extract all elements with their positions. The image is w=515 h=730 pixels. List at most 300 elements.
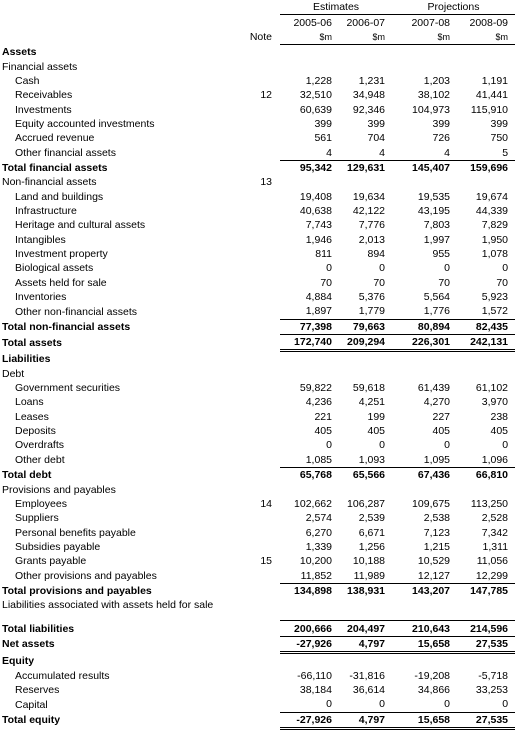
row-value: 70 <box>373 276 386 289</box>
row-note <box>228 117 280 131</box>
row-value: 32,510 <box>299 89 332 102</box>
table-row <box>0 102 515 116</box>
row-value: 750 <box>490 132 509 145</box>
row-label: Heritage and cultural assets <box>15 219 146 232</box>
row-value: 0 <box>502 698 509 711</box>
row-value: 4,251 <box>358 396 386 409</box>
table-row <box>0 525 515 539</box>
row-value: 242,131 <box>457 334 515 350</box>
row-note: 12 <box>260 89 272 102</box>
row-value: 38,102 <box>417 89 451 102</box>
table-row <box>0 424 515 438</box>
note-header: Note <box>249 31 272 44</box>
row-value: 1,231 <box>358 74 386 87</box>
row-value: 0 <box>379 262 386 275</box>
row-value: -66,110 <box>297 669 332 682</box>
row-label: Total financial assets <box>2 161 108 174</box>
table-row <box>0 554 515 568</box>
row-value: 11,852 <box>300 569 332 582</box>
row-value: 4,884 <box>305 291 332 304</box>
row-value <box>339 653 392 669</box>
row-value <box>339 45 392 60</box>
row-value: 80,894 <box>392 319 457 334</box>
row-value: 1,078 <box>481 248 509 261</box>
group-estimates: Estimates <box>280 0 392 15</box>
row-value: 811 <box>315 248 332 261</box>
row-label: Loans <box>15 396 44 409</box>
row-note <box>228 319 280 334</box>
table-row <box>0 117 515 131</box>
row-label: Total equity <box>2 714 61 727</box>
row-value: 115,910 <box>470 103 509 116</box>
row-value <box>339 175 392 189</box>
row-note <box>228 683 280 697</box>
row-value: 704 <box>367 132 386 145</box>
row-label: Equity <box>2 654 35 667</box>
row-value: 226,301 <box>392 334 457 350</box>
row-note <box>228 712 280 728</box>
row-value <box>457 351 515 367</box>
row-label: Investment property <box>15 248 108 261</box>
row-value: 0 <box>444 439 451 452</box>
row-value: 38,184 <box>299 683 332 696</box>
row-value: 70 <box>438 276 451 289</box>
row-label: Liabilities associated with assets held for sale <box>2 599 214 612</box>
row-value: 82,435 <box>457 319 515 334</box>
table-row <box>0 319 515 334</box>
row-note <box>228 204 280 218</box>
row-value <box>457 367 515 381</box>
group-projections: Projections <box>392 0 515 15</box>
row-value <box>392 175 457 189</box>
row-label: Financial assets <box>2 60 78 73</box>
row-value: 209,294 <box>339 334 392 350</box>
row-value <box>392 653 457 669</box>
row-value: 399 <box>367 117 386 130</box>
row-value <box>392 482 457 496</box>
row-value: 106,287 <box>347 497 386 510</box>
row-label: Other financial assets <box>15 146 116 159</box>
table-row <box>0 247 515 261</box>
row-value: 5,923 <box>481 291 509 304</box>
table-row <box>0 334 515 350</box>
row-label: Other debt <box>15 454 65 467</box>
row-value: 1,950 <box>481 233 509 246</box>
row-value <box>392 351 457 367</box>
row-value: 40,638 <box>299 204 332 217</box>
table-row <box>0 511 515 525</box>
table-row <box>0 145 515 160</box>
row-note <box>228 621 280 636</box>
row-value: 4 <box>444 146 451 159</box>
table-row <box>0 276 515 290</box>
row-label: Total assets <box>2 336 62 349</box>
row-value: -27,926 <box>280 636 339 652</box>
row-value: 199 <box>367 410 386 423</box>
row-note <box>228 334 280 350</box>
row-value: 7,803 <box>423 219 451 232</box>
row-value: 11,989 <box>353 569 386 582</box>
row-value: 27,535 <box>457 712 515 728</box>
row-note <box>228 102 280 116</box>
row-value: 6,671 <box>358 526 386 539</box>
row-value: 561 <box>314 132 332 145</box>
row-note <box>228 233 280 247</box>
row-label: Biological assets <box>15 262 94 275</box>
year-header-row <box>0 15 515 30</box>
row-value: 4,797 <box>339 712 392 728</box>
row-value: 19,408 <box>299 190 332 203</box>
table-row <box>0 636 515 652</box>
table-row <box>0 482 515 496</box>
row-value: 10,200 <box>299 555 332 568</box>
row-value: 0 <box>326 439 332 452</box>
row-value <box>457 175 515 189</box>
row-value: 70 <box>320 276 332 289</box>
row-value: 4,236 <box>305 396 332 409</box>
row-value <box>280 367 339 381</box>
year-header: 2007-08 <box>411 16 451 29</box>
units-header-row <box>0 30 515 45</box>
row-value: 15,658 <box>392 712 457 728</box>
row-value: 0 <box>444 262 451 275</box>
table-row <box>0 583 515 598</box>
row-note <box>228 511 280 525</box>
row-note <box>228 468 280 483</box>
row-value: 2,013 <box>358 233 386 246</box>
row-value: 1,203 <box>423 74 451 87</box>
table-row <box>0 74 515 88</box>
row-value: 79,663 <box>339 319 392 334</box>
row-note <box>228 261 280 275</box>
row-note <box>228 568 280 583</box>
row-note <box>228 583 280 598</box>
row-label: Total non-financial assets <box>2 320 131 333</box>
unit-header: $m <box>392 30 457 45</box>
row-value <box>280 175 339 189</box>
row-value: 10,529 <box>417 555 451 568</box>
row-value: 4,797 <box>339 636 392 652</box>
row-value: 61,439 <box>417 382 451 395</box>
row-label: Debt <box>2 367 25 380</box>
year-header: 2005-06 <box>293 16 332 29</box>
row-value: 34,866 <box>417 683 451 696</box>
row-value: 1,779 <box>358 305 386 318</box>
row-value <box>392 367 457 381</box>
row-value: 19,535 <box>417 190 451 203</box>
row-value: 1,191 <box>481 74 509 87</box>
row-note <box>228 145 280 160</box>
row-value: 1,228 <box>305 74 332 87</box>
table-row <box>0 367 515 381</box>
table-row <box>0 59 515 73</box>
table-row <box>0 160 515 175</box>
row-value: 59,618 <box>352 382 386 395</box>
row-value: 27,535 <box>457 636 515 652</box>
row-value: 2,528 <box>481 512 509 525</box>
row-value: 10,188 <box>352 555 386 568</box>
row-value: 34,948 <box>352 89 386 102</box>
row-note <box>228 189 280 203</box>
row-value <box>392 59 457 73</box>
row-label: Assets <box>2 45 37 58</box>
row-value: 7,829 <box>481 219 509 232</box>
row-value: 66,810 <box>457 468 515 483</box>
row-label: Non-financial assets <box>2 176 97 189</box>
row-value: 894 <box>367 248 386 261</box>
row-note <box>228 453 280 468</box>
row-note: 15 <box>260 555 272 568</box>
row-value: 1,339 <box>305 540 332 553</box>
row-value: 1,897 <box>305 305 332 318</box>
row-value: 726 <box>432 132 451 145</box>
row-note <box>228 276 280 290</box>
row-label: Employees <box>15 497 67 510</box>
row-value: 19,674 <box>475 190 509 203</box>
row-value: 129,631 <box>339 160 392 175</box>
row-label: Accrued revenue <box>15 132 95 145</box>
row-value: 1,997 <box>423 233 451 246</box>
row-note <box>228 45 280 60</box>
row-label: Equity accounted investments <box>15 117 155 130</box>
row-label: Liabilities <box>2 352 51 365</box>
table-row <box>0 568 515 583</box>
table-row <box>0 653 515 669</box>
row-value: 0 <box>326 262 332 275</box>
row-value: 1,096 <box>481 453 509 466</box>
table-row <box>0 381 515 395</box>
row-label: Provisions and payables <box>2 483 116 496</box>
row-value: 7,123 <box>423 526 451 539</box>
row-value: 405 <box>314 425 332 438</box>
table-row <box>0 621 515 636</box>
row-note <box>228 304 280 319</box>
row-note <box>228 438 280 452</box>
row-label: Inventories <box>15 291 67 304</box>
row-note <box>228 160 280 175</box>
row-value: 0 <box>502 439 509 452</box>
row-value: 7,342 <box>481 526 509 539</box>
row-note <box>228 381 280 395</box>
row-value: 134,898 <box>280 583 339 598</box>
row-value: 5,376 <box>358 291 386 304</box>
row-label: Accumulated results <box>15 669 110 682</box>
row-note <box>228 668 280 682</box>
table-row <box>0 612 515 621</box>
row-value: 5 <box>502 146 509 159</box>
row-label: Grants payable <box>15 555 87 568</box>
row-value <box>457 482 515 496</box>
table-row <box>0 683 515 697</box>
row-note <box>228 247 280 261</box>
row-value: 36,614 <box>352 683 386 696</box>
row-note: 13 <box>260 176 272 189</box>
table-row <box>0 468 515 483</box>
row-value <box>280 351 339 367</box>
row-value: 0 <box>379 698 386 711</box>
table-row <box>0 304 515 319</box>
row-value: 204,497 <box>339 621 392 636</box>
table-row <box>0 45 515 60</box>
row-label: Other non-financial assets <box>15 305 137 318</box>
year-header: 2006-07 <box>346 16 386 29</box>
row-value: 1,215 <box>423 540 451 553</box>
row-value: 145,407 <box>392 160 457 175</box>
row-value: 2,539 <box>358 512 386 525</box>
table-row <box>0 351 515 367</box>
row-value <box>339 351 392 367</box>
row-value <box>280 45 339 60</box>
row-value <box>457 45 515 60</box>
table-row <box>0 438 515 452</box>
row-value: 210,643 <box>392 621 457 636</box>
table-row <box>0 697 515 712</box>
row-value: 399 <box>314 117 332 130</box>
row-value: 1,946 <box>305 233 332 246</box>
row-label: Deposits <box>15 425 56 438</box>
row-value <box>280 598 339 612</box>
row-value: 92,346 <box>352 103 386 116</box>
row-label: Personal benefits payable <box>15 526 136 539</box>
row-note <box>228 290 280 304</box>
row-value: 405 <box>432 425 451 438</box>
row-value: 12,127 <box>417 569 451 582</box>
row-value: 102,662 <box>294 497 332 510</box>
row-value: 1,095 <box>423 453 451 466</box>
row-note <box>228 218 280 232</box>
row-value: 15,658 <box>392 636 457 652</box>
year-header: 2008-09 <box>469 16 509 29</box>
row-value: 59,822 <box>299 382 332 395</box>
row-value <box>280 653 339 669</box>
row-value: 1,093 <box>358 453 386 466</box>
row-value: 200,666 <box>280 621 339 636</box>
row-value <box>457 59 515 73</box>
row-value: 43,195 <box>417 204 451 217</box>
row-value: 33,253 <box>475 683 509 696</box>
row-value: -31,816 <box>349 669 386 682</box>
row-value: 221 <box>314 410 332 423</box>
row-value: 12,299 <box>475 569 509 582</box>
row-value: 60,639 <box>299 103 332 116</box>
row-value: 7,776 <box>358 219 386 232</box>
row-value: 5,564 <box>423 291 451 304</box>
row-value: 405 <box>367 425 386 438</box>
row-value <box>339 59 392 73</box>
row-value: 2,574 <box>305 512 332 525</box>
row-value: 0 <box>444 698 451 711</box>
row-label: Total provisions and payables <box>2 584 152 597</box>
table-body <box>0 45 515 729</box>
row-value: 104,973 <box>412 103 451 116</box>
table-row <box>0 290 515 304</box>
column-group-header <box>0 0 515 15</box>
unit-header: $m <box>280 30 339 45</box>
row-value: 399 <box>432 117 451 130</box>
row-value: 138,931 <box>339 583 392 598</box>
row-value: 6,270 <box>305 526 332 539</box>
row-value: 0 <box>326 698 332 711</box>
table-row <box>0 712 515 728</box>
row-value: 44,339 <box>475 204 509 217</box>
unit-header: $m <box>457 30 515 45</box>
row-value <box>457 598 515 612</box>
row-value: 1,776 <box>423 305 451 318</box>
row-note <box>228 525 280 539</box>
row-value: 4 <box>326 146 332 159</box>
row-label: Intangibles <box>15 233 66 246</box>
row-note: 14 <box>260 497 272 510</box>
row-value: 77,398 <box>280 319 339 334</box>
table-row <box>0 218 515 232</box>
row-value: 405 <box>490 425 509 438</box>
table-row <box>0 497 515 511</box>
row-value: 3,970 <box>481 396 509 409</box>
row-value: 42,122 <box>352 204 386 217</box>
row-value: 2,538 <box>423 512 451 525</box>
row-value: 7,743 <box>305 219 332 232</box>
row-value <box>339 598 392 612</box>
row-value: 11,056 <box>476 555 509 568</box>
row-value: 214,596 <box>457 621 515 636</box>
row-value: 0 <box>502 262 509 275</box>
row-value <box>339 367 392 381</box>
row-label: Receivables <box>15 89 73 102</box>
row-note <box>228 410 280 424</box>
row-value: 113,250 <box>470 497 509 510</box>
row-note <box>228 540 280 554</box>
row-value: 65,566 <box>339 468 392 483</box>
row-value: 399 <box>490 117 509 130</box>
row-note <box>228 598 280 612</box>
row-label: Investments <box>15 103 72 116</box>
row-label: Land and buildings <box>15 190 104 203</box>
row-value: 4,270 <box>423 396 451 409</box>
row-value: 95,342 <box>280 160 339 175</box>
table-row <box>0 204 515 218</box>
row-label: Cash <box>15 74 40 87</box>
row-value: 109,675 <box>412 497 451 510</box>
row-value: 159,696 <box>457 160 515 175</box>
table-row <box>0 668 515 682</box>
row-note <box>228 424 280 438</box>
row-value <box>280 59 339 73</box>
table-row <box>0 88 515 102</box>
row-value <box>280 482 339 496</box>
row-value: -5,718 <box>478 669 509 682</box>
row-note <box>228 653 280 669</box>
table-row <box>0 131 515 145</box>
row-note <box>228 131 280 145</box>
table-row <box>0 540 515 554</box>
table-row <box>0 410 515 424</box>
row-note <box>228 697 280 712</box>
row-value <box>392 45 457 60</box>
table-row <box>0 175 515 189</box>
row-value: 955 <box>432 248 451 261</box>
row-label: Leases <box>15 410 49 423</box>
row-value: 0 <box>379 439 386 452</box>
row-note <box>228 351 280 367</box>
row-value: 67,436 <box>392 468 457 483</box>
table-row <box>0 598 515 612</box>
unit-header: $m <box>339 30 392 45</box>
row-label: Total liabilities <box>2 622 75 635</box>
table-row <box>0 395 515 409</box>
row-value: -27,926 <box>280 712 339 728</box>
row-value: 41,441 <box>475 89 509 102</box>
row-value: 1,085 <box>305 453 332 466</box>
